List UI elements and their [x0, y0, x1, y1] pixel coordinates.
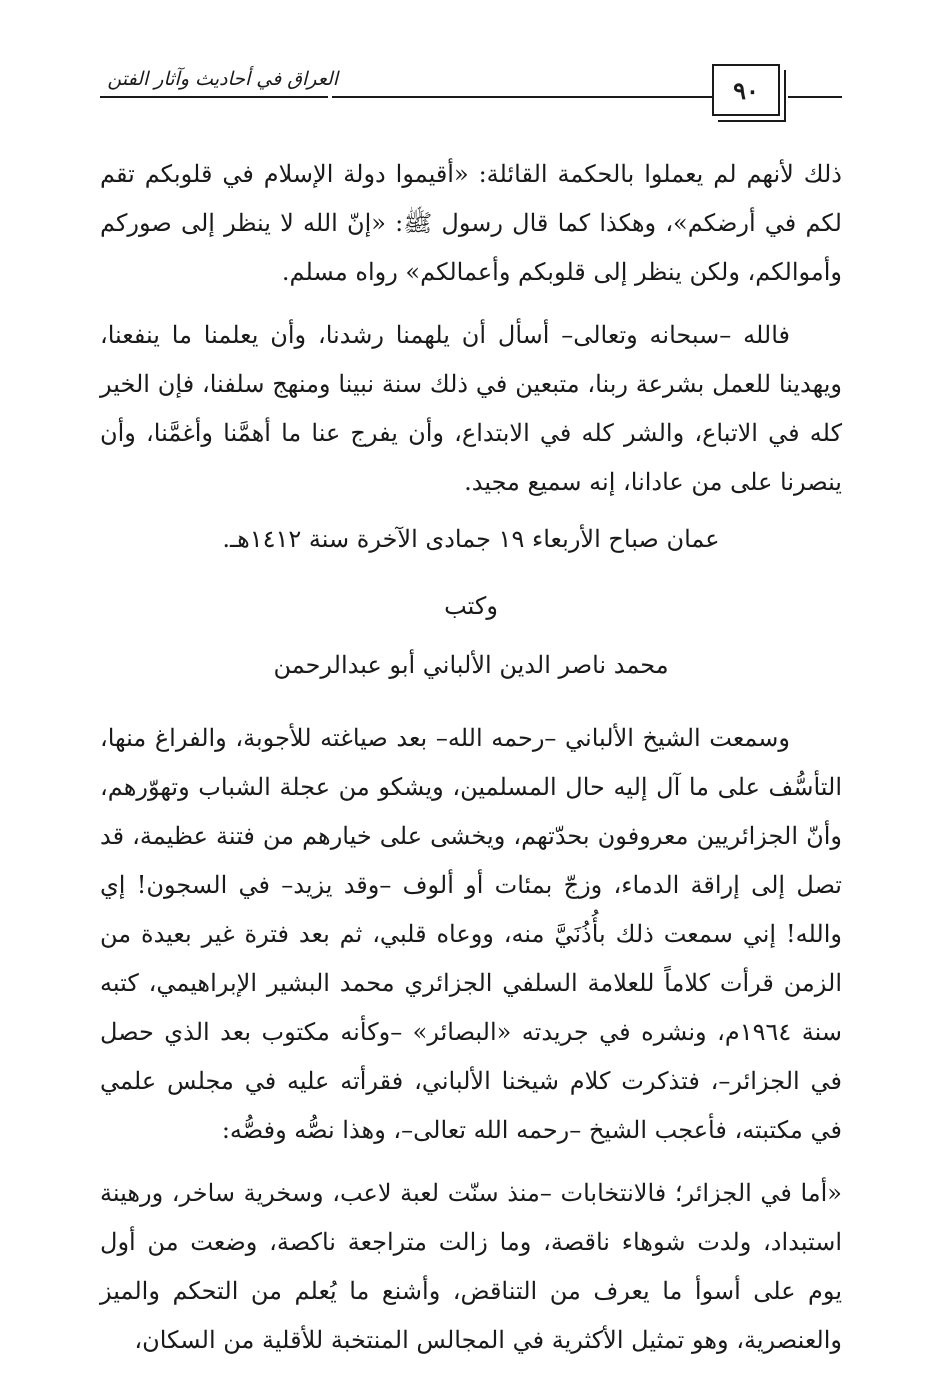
signature-name: محمد ناصر الدين الألباني أبو عبدالرحمن — [273, 651, 669, 679]
running-title: العراق في أحاديث وآثار الفتن — [107, 68, 338, 90]
page-number: ٩٠ — [712, 64, 780, 116]
header-rule-middle — [332, 96, 712, 98]
paragraph-4-quote: «أما في الجزائر؛ فالانتخابات –منذ سنّت لعبة لاعب، وسخرية ساخر، ورهينة استبداد، ولدت شوهاء ناقصة، وما زالت متراجعة ناكصة، وضعت من أول يوم على أسوأ ما يعرف من التناقض، وأشنع ما يُعلم من التحكم والميز والعنصرية، وهو تمثيل الأكثرية في المجالس المنتخبة للأقلية من السكان، — [100, 1179, 842, 1354]
paragraph-3: وسمعت الشيخ الألباني –رحمه الله– بعد صياغته للأجوبة، والفراغ منها، التأسُّف على ما آل إليه حال المسلمين، ويشكو من عجلة الشباب وتهوّرهم، وأنّ الجزائريين معروفون بحدّتهم، ويخشى على خيارهم من فتنة عظيمة، قد تصل إلى إراقة الدماء، وزجّ بمئات أو ألوف –وقد يزيد– في السجون! إي والله! إني سمعت ذلك بأُذُنَيَّ منه، ووعاه قلبي، ثم بعد فترة غير بعيدة من الزمن قرأت كلاماً للعلامة السلفي الجزائري محمد البشير الإبراهيمي، كتبه سنة ١٩٦٤م، ونشره في جريدته «البصائر» –وكأنه مكتوب بعد الذي حصل في الجزائر–، فتذكرت كلام شيخنا الألباني، فقرأته عليه في مجلس علمي في مكتبته، فأعجب الشيخ –رحمه الله تعالى–، وهذا نصُّه وفصُّه: — [100, 724, 843, 1144]
paragraph-2: فالله –سبحانه وتعالى– أسأل أن يلهمنا رشدنا، وأن يعلمنا ما ينفعنا، ويهدينا للعمل بشرعة ربنا، متبعين في ذلك سنة نبينا ومنهج سلفنا، فإن الخير كله في الاتباع، والشر كله في الابتداع، وأن يفرج عنا ما أهمَّنا وأغمَّنا، وأن ينصرنا على من عادانا، إنه سميع مجيد. — [100, 321, 842, 496]
signature-verb: وكتب — [444, 592, 498, 620]
header-rule-right — [788, 96, 842, 98]
header-rule-left — [100, 96, 328, 98]
paragraph-1: ذلك لأنهم لم يعملوا بالحكمة القائلة: «أقيموا دولة الإسلام في قلوبكم تقم لكم في أرضكم»، وهكذا كما قال رسول ﷺ: «إنّ الله لا ينظر إلى صوركم وأموالكم، ولكن ينظر إلى قلوبكم وأعمالكم» رواه مسلم. — [100, 160, 842, 286]
page-body — [100, 150, 842, 1365]
signature-date: عمان صباح الأربعاء ١٩ جمادى الآخرة سنة ١٤١٢هـ. — [222, 525, 720, 553]
page-header — [100, 62, 842, 122]
